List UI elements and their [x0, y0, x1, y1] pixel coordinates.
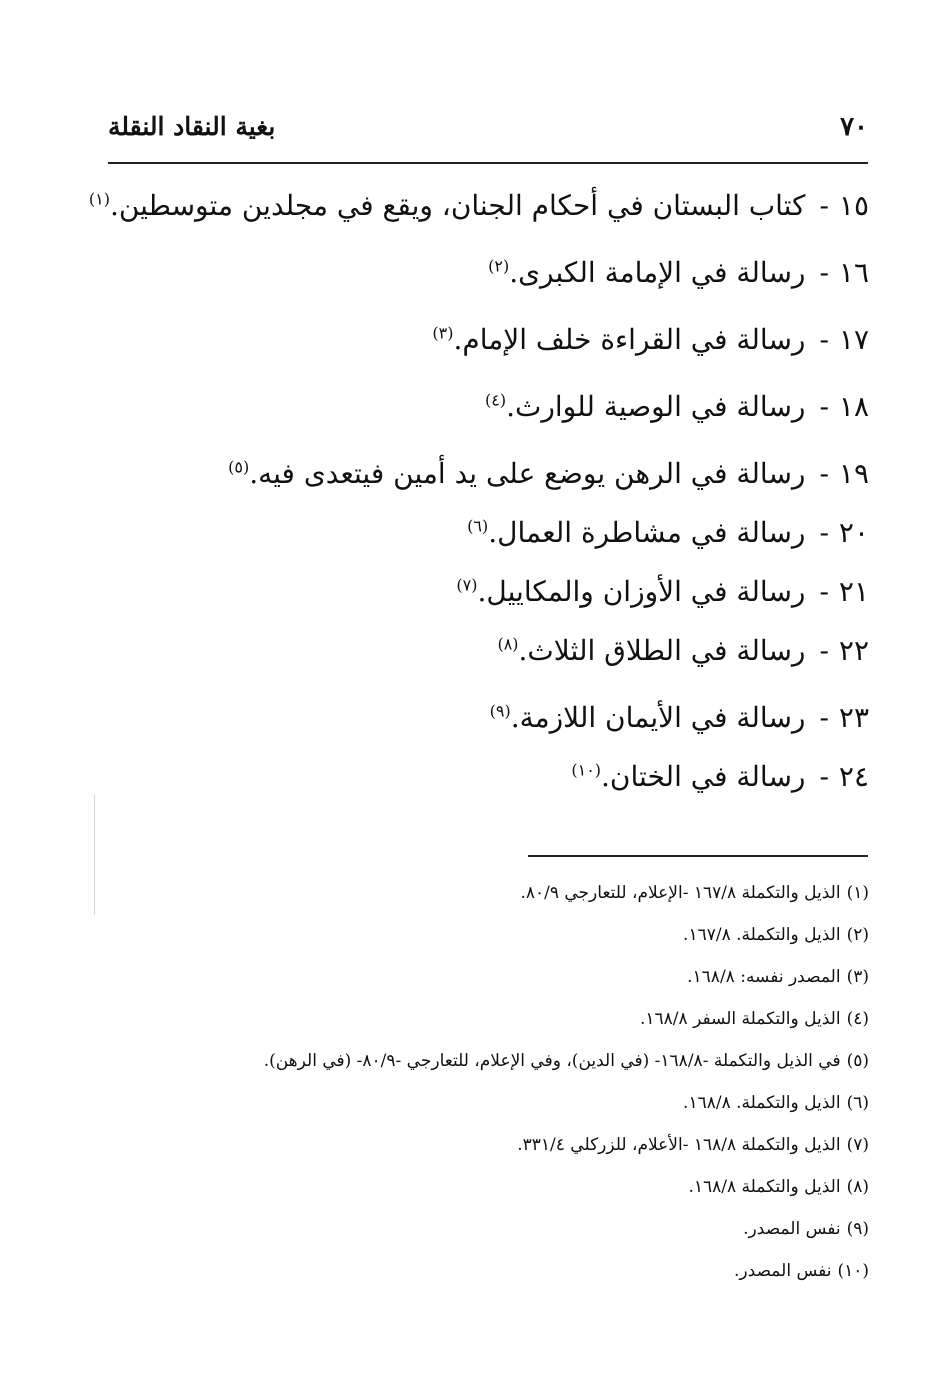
entry-number: ٢٣	[838, 701, 869, 734]
footnote-list	[120, 880, 869, 1300]
footnote-ref: (١)	[88, 189, 110, 209]
footnote-ref: (٦)	[467, 516, 489, 536]
entry-number: ٢١	[838, 575, 869, 608]
footnote	[120, 922, 869, 948]
footnote-number: (٢)	[846, 925, 869, 945]
footnote-ref: (٣)	[432, 323, 454, 343]
footnote-number: (٦)	[846, 1093, 869, 1113]
list-item: ١٦-رسالة في الإمامة الكبرى.$^{(٢)}$	[488, 256, 869, 289]
entry-text: رسالة في الوصية للوارث.	[506, 390, 806, 423]
entry-number: ٢٤	[838, 760, 869, 793]
list-item: ٢٠-رسالة في مشاطرة العمال.$^{(٦)}$	[467, 516, 869, 549]
list-item: ١٧-رسالة في القراءة خلف الإمام.$^{(٣)}$	[432, 323, 869, 356]
footnote	[120, 1090, 869, 1116]
footnote-number: (٨)	[846, 1177, 869, 1197]
footnote-ref: (٢)	[488, 256, 510, 276]
footnote-text: الذيل والتكملة. ١٦٨/٨.	[683, 1093, 841, 1113]
footnote	[120, 1132, 869, 1158]
entry-text: رسالة في الطلاق الثلاث.	[518, 634, 806, 667]
entry-text: رسالة في الإمامة الكبرى.	[509, 256, 806, 289]
footnote-ref: (١٠)	[571, 760, 602, 780]
book-title: بغية النقاد النقلة	[108, 112, 276, 141]
list-item: ١٥-كتاب البستان في أحكام الجنان، ويقع في مجلدين متوسطين.$^{(١)}$	[88, 189, 869, 222]
footnote-ref: (٥)	[228, 457, 250, 477]
footnote-ref: (٧)	[456, 575, 478, 595]
footnote-text: نفس المصدر.	[734, 1261, 832, 1281]
footnote-number: (٥)	[846, 1051, 869, 1071]
list-item: ٢٤-رسالة في الختان.$^{(١٠)}$	[571, 760, 869, 793]
header-rule	[108, 162, 868, 164]
footnote-text: الذيل والتكملة. ١٦٧/٨.	[683, 925, 841, 945]
footnote-number: (٣)	[846, 967, 869, 987]
footnote-text: الذيل والتكملة ١٦٨/٨ -الأعلام، للزركلي ٣٣١/٤.	[517, 1135, 841, 1155]
entry-text: رسالة في الأيمان اللازمة.	[510, 701, 806, 734]
running-header	[108, 112, 868, 152]
list-item: ٢٣-رسالة في الأيمان اللازمة.$^{(٩)}$	[489, 701, 869, 734]
entry-number: ١٦	[838, 256, 869, 289]
entry-list	[88, 186, 869, 824]
footnote-number: (٤)	[846, 1009, 869, 1029]
footnote-number: (٧)	[846, 1135, 869, 1155]
footnote-number: (١)	[846, 883, 869, 903]
list-item: ١٨-رسالة في الوصية للوارث.$^{(٤)}$	[485, 390, 869, 423]
footnote-text: في الذيل والتكملة -١٦٨/٨- (في الدين)، وفي الإعلام، للتعارجي -٨٠/٩- (في الرهن).	[263, 1051, 841, 1071]
entry-text: رسالة في الرهن يوضع على يد أمين فيتعدى فيه.	[249, 457, 806, 490]
footnote-number: (١٠)	[837, 1261, 869, 1281]
entry-number: ٢٠	[838, 516, 869, 549]
footnote-ref: (٩)	[489, 701, 511, 721]
entry-number: ٢٢	[838, 634, 869, 667]
footnote	[120, 880, 869, 906]
entry-text: رسالة في الختان.	[601, 760, 806, 793]
footnote-text: الذيل والتكملة ١٦٧/٨ -الإعلام، للتعارجي ٨٠/٩.	[520, 883, 841, 903]
footnote-number: (٩)	[846, 1219, 869, 1239]
footnote-text: نفس المصدر.	[743, 1219, 841, 1239]
footnote	[120, 1216, 869, 1242]
footnote	[120, 1258, 869, 1284]
footnote-ref: (٨)	[497, 634, 519, 654]
entry-text: كتاب البستان في أحكام الجنان، ويقع في مجلدين متوسطين.	[109, 189, 806, 222]
footnote-text: الذيل والتكملة ١٦٨/٨.	[688, 1177, 841, 1197]
entry-number: ١٩	[838, 457, 869, 490]
footnote-ref: (٤)	[485, 390, 507, 410]
footnote-rule	[528, 855, 868, 857]
list-item: ٢١-رسالة في الأوزان والمكاييل.$^{(٧)}$	[456, 575, 869, 608]
entry-number: ١٥	[838, 189, 869, 222]
footnote	[120, 1048, 869, 1074]
footnote-text: الذيل والتكملة السفر ١٦٨/٨.	[640, 1009, 841, 1029]
footnote	[120, 1174, 869, 1200]
list-item: ١٩-رسالة في الرهن يوضع على يد أمين فيتعدى فيه.$^{(٥)}$	[228, 457, 869, 490]
margin-mark	[94, 795, 95, 915]
footnote-text: المصدر نفسه: ١٦٨/٨.	[687, 967, 841, 987]
footnote	[120, 964, 869, 990]
entry-text: رسالة في القراءة خلف الإمام.	[453, 323, 806, 356]
entry-text: رسالة في الأوزان والمكاييل.	[477, 575, 806, 608]
entry-text: رسالة في مشاطرة العمال.	[488, 516, 806, 549]
list-item: ٢٢-رسالة في الطلاق الثلاث.$^{(٨)}$	[497, 634, 869, 667]
entry-number: ١٨	[838, 390, 869, 423]
entry-number: ١٧	[838, 323, 869, 356]
footnote	[120, 1006, 869, 1032]
page-number: ٧٠	[840, 112, 868, 142]
